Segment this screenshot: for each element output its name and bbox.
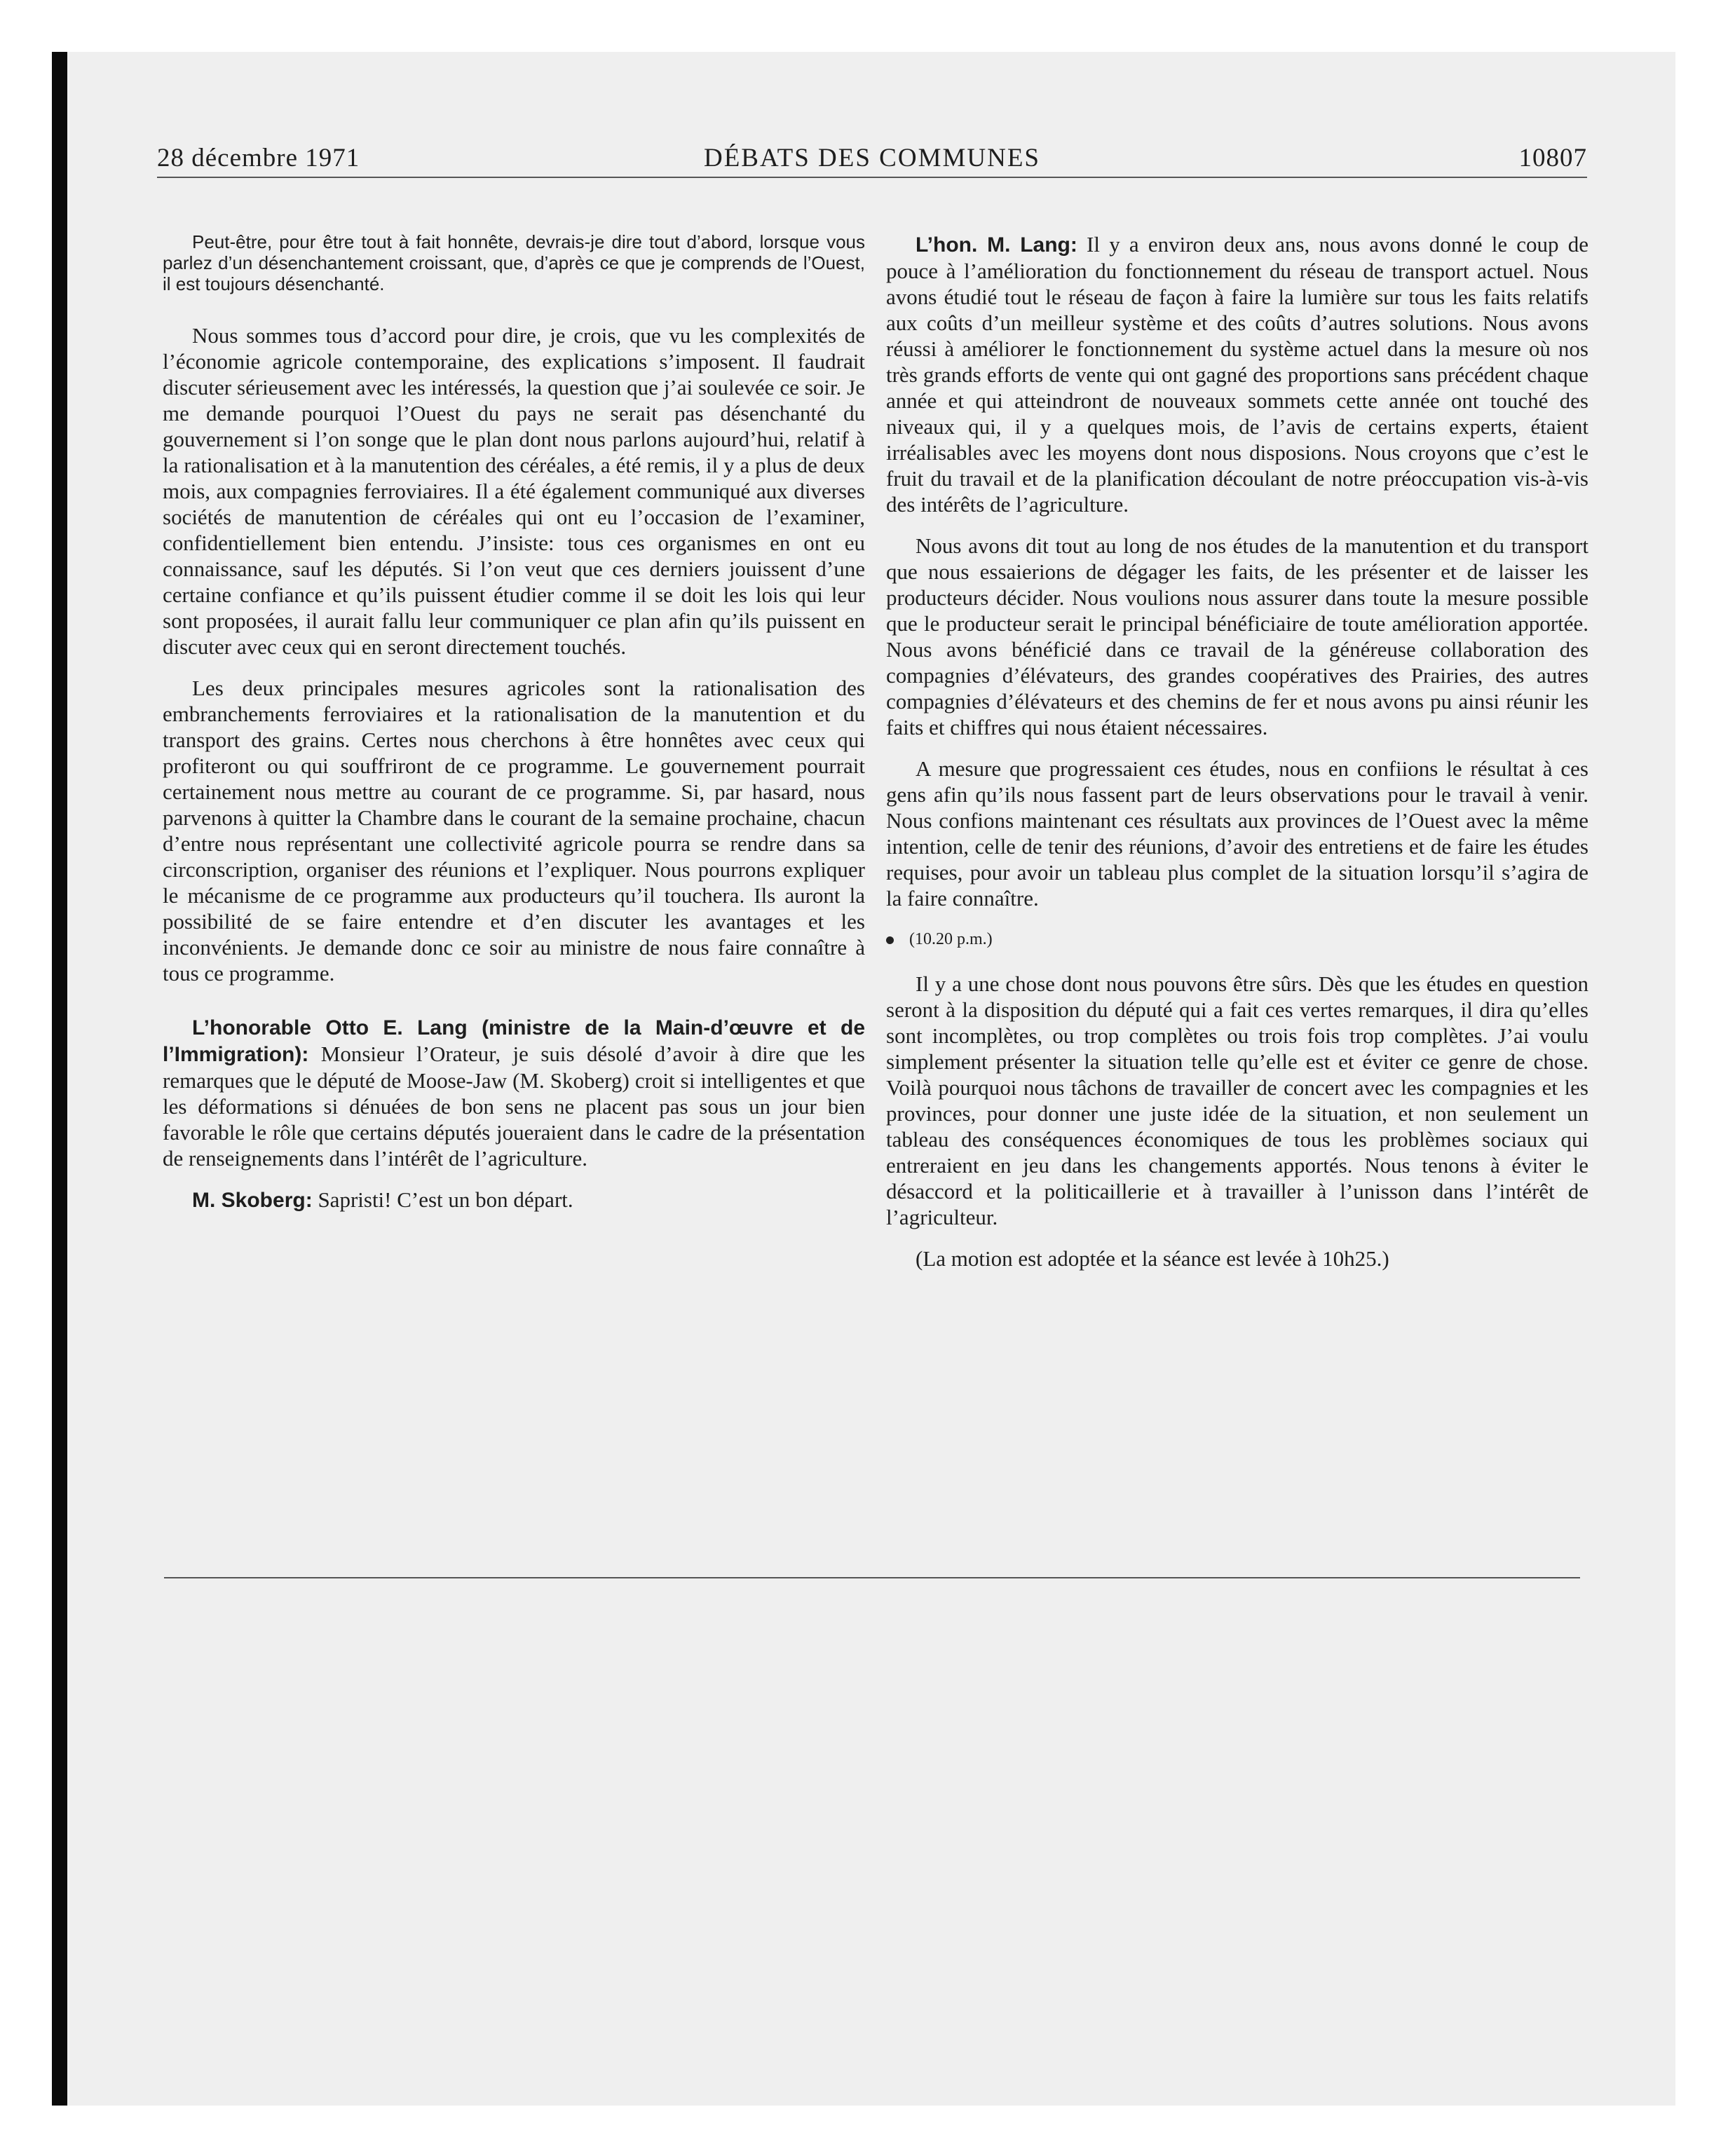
page-header: [157, 143, 1587, 178]
speech-paragraph: [163, 1187, 865, 1213]
time-marker-text: (10.20 p.m.): [909, 930, 993, 948]
time-marker: [886, 927, 1588, 953]
left-column: [163, 231, 865, 1229]
closing-note: (La motion est adoptée et la séance est levée à 10h25.): [916, 1246, 1389, 1271]
header-title: DÉBATS DES COMMUNES: [703, 144, 1040, 172]
paragraph: Nous avons dit tout au long de nos études de la manutention et du transport que nous essaierions de dégager les faits, de les présenter et de laisser les producteurs décider. Nous voulions nous assurer dans toute la mesure possible que le producteur serait le principal bénéficiaire de toute amélioration apportée. Nous avons bénéficié dans ce travail de la généreuse collaboration des compagnies d’élévateurs, des grandes coopératives des Prairies, des autres compagnies d’élévateurs et des chemins de fer et nous avons pu ainsi réunir les faits et chiffres qui nous étaient nécessaires.: [886, 533, 1588, 739]
paragraph: A mesure que progressaient ces études, nous en confiions le résultat à ces gens afin qu’ils nous fassent part de leurs observations pour le travail à venir. Nous confions maintenant ces résultats aux provinces de l’Ouest avec la même intention, celle de tenir des réunions, d’avoir des entretiens et de faire les études requises, pour avoir un tableau plus complet de la situation lorsqu’il s’agira de la faire connaître.: [886, 756, 1588, 910]
header-date: 28 décembre 1971: [157, 144, 360, 172]
speech-paragraph: [163, 1014, 865, 1171]
bottom-divider: [164, 1577, 1580, 1578]
paragraph: Il y a une chose dont nous pouvons être sûrs. Dès que les études en question seront à la disposition du député qui a fait ces vertes remarques, il dira qu’elles sont incomplètes, ou trop complètes ou trois fois trop complètes. J’ai voulu simplement présenter la situation telle qu’elle est et éviter ce genre de chose. Voilà pourquoi nous tâchons de travailler de concert avec les compagnies et les provinces, pour donner une juste idée de la situation, et non seulement un tableau des conséquences économiques de tous les problèmes sociaux qui entreraient en jeu dans les changements apportés. Nous tenons à éviter le désaccord et la politicaillerie et à travailler à l’unisson dans l’intérêt de l’agriculteur.: [886, 971, 1588, 1229]
header-page-number: 10807: [1518, 144, 1587, 172]
speaker-name: L’honorable Otto E. Lang (ministre de la Main-d’œuvre et de l’Immigration):: [163, 1016, 865, 1066]
quoted-paragraph: Peut-être, pour être tout à fait honnête, devrais-je dire tout d’abord, lorsque vous parlez d’un désenchantement croissant, que, d’après ce que je comprends de l’Ouest, il est toujours désenchanté.: [163, 231, 865, 294]
paragraph: Nous sommes tous d’accord pour dire, je crois, que vu les complexités de l’économie agricole contemporaine, des explications s’imposent. Il faudrait discuter sérieusement avec les intéressés, la question que j’ai soulevée ce soir. Je me demande pourquoi l’Ouest du pays ne serait pas désenchanté du gouvernement si l’on songe que le plan dont nous parlons aujourd’hui, relatif à la rationalisation et à la manutention des céréales, a été remis, il y a plus de deux mois, aux compagnies ferroviaires. Il a été également communiqué aux diverses sociétés de manutention de céréales qui ont eu l’occasion de l’examiner, confidentiellement bien entendu. J’insiste: tous ces organismes en ont eu connaissance, sauf les députés. Si l’on veut que ces derniers jouissent d’une certaine confiance et qu’ils puissent étudier comme il se doit les lois qui leur sont proposées, il aurait fallu leur communiquer ce plan afin qu’ils puissent en discuter avec ceux qui en seront directement touchés.: [163, 323, 865, 659]
speaker-name: M. Skoberg:: [192, 1189, 313, 1212]
speech-paragraph: [886, 231, 1588, 517]
speech-text: Sapristi! C’est un bon départ.: [312, 1187, 573, 1212]
speaker-name: L’hon. M. Lang:: [916, 233, 1077, 257]
paragraph: Les deux principales mesures agricoles sont la rationalisation des embranchements ferroviaires et la rationalisation de la manutention et du transport des grains. Certes nous cherchons à être honnêtes avec ceux qui profiteront ou qui souffriront de ce programme. Le gouvernement pourrait certainement nous mettre au courant de ce programme. Si, par hasard, nous parvenons à quitter la Chambre dans le courant de la semaine prochaine, chacun d’entre nous représentant une collectivité agricole pourra se rendre dans sa circonscription, organiser des réunions et l’expliquer. Nous pourrons expliquer le mécanisme de ce programme aux producteurs qu’il touchera. Ils auront la possibilité de se faire entendre et d’en discuter les avantages et les inconvénients. Je demande donc ce soir au ministre de nous faire connaître à tous ce programme.: [163, 676, 865, 985]
speech-text: Il y a environ deux ans, nous avons donné le coup de pouce à l’amélioration du fonctionnement du réseau de transport actuel. Nous avons étudié tout le réseau de façon à faire la lumière sur tous les faits relatifs aux coûts d’un meilleur système et des coûts d’autres solutions. Nous avons réussi à améliorer le fonctionnement du système actuel dans la mesure où nos très grands efforts de vente qui ont gagné des proportions sans précédent chaque année et qui atteindront de nouveaux sommets cette année ont touché des niveaux qui, il y a quelques mois, de l’avis de certains experts, étaient irréalisables avec les moyens dont nous disposions. Nous croyons que c’est le fruit du travail et de la planification découlant de notre préoccupation vis-à-vis des intérêts de l’agriculture.: [886, 232, 1588, 517]
speech-text: Monsieur l’Orateur, je suis désolé d’avoir à dire que les remarques que le député de Moose-Jaw (M. Skoberg) croit si intelligentes et que les déformations si dénuées de bon sens ne placent pas sous un jour bien favorable le rôle que certains députés joueraient dans le cadre de la présentation de renseignements dans l’intérêt de l’agriculture.: [163, 1042, 865, 1171]
bullet-icon: [886, 936, 894, 944]
right-column: [886, 231, 1588, 1287]
